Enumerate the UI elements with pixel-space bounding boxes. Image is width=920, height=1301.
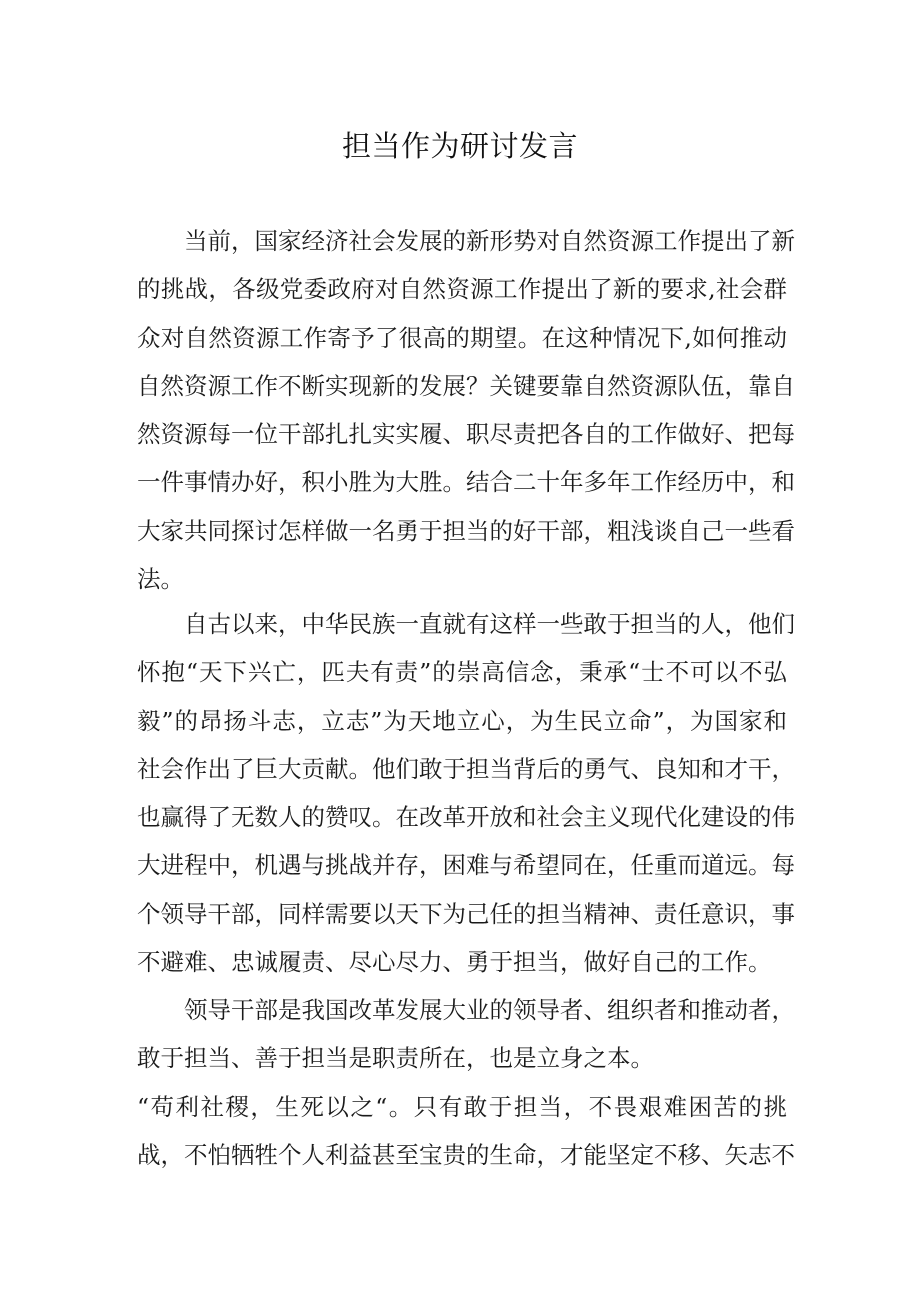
text-line: 敢于担当、善于担当是职责所在，也是立身之本。 [137, 1044, 654, 1073]
paragraph-3 [137, 986, 795, 1083]
text-line: 一件事情办好，积小胜为大胜。结合二十年多年工作经历中，和 [137, 468, 795, 497]
text-line: 自古以来，中华民族一直就有这样一些敢于担当的人，他们 [184, 610, 795, 638]
text-line: 的挑战，各级党委政府对自然资源工作提出了新的要求,社会群 [137, 275, 787, 304]
paragraph-4 [137, 1083, 795, 1180]
text-line: 领导干部是我国改革发展大业的领导者、组织者和推动者， [184, 996, 795, 1024]
text-line: 众对自然资源工作寄予了很高的期望。在这种情况下,如何推动 [137, 323, 787, 352]
text-line: 社会作出了巨大贡献。他们敢于担当背后的勇气、良知和才干， [137, 754, 795, 783]
text-line: 怀抱“天下兴亡，匹夫有责”的崇高信念，秉承“士不可以不弘 [137, 658, 787, 687]
document-title: 担当作为研讨发言 [341, 129, 578, 163]
text-line: 毅”的昂扬斗志，立志”为天地立心，为生民立命”，为国家和 [137, 706, 787, 735]
text-line: 自然资源工作不断实现新的发展？关键要靠自然资源队伍，靠自 [137, 371, 795, 400]
text-line: 大进程中，机遇与挑战并存，困难与希望同在，任重而道远。每 [137, 851, 795, 880]
text-line: 然资源每一位干部扎扎实实履、职尽责把各自的工作做好、把每 [137, 420, 795, 449]
text-line: 个领导干部，同样需要以天下为己任的担当精神、责任意识，事 [137, 899, 795, 928]
text-line: 大家共同探讨怎样做一名勇于担当的好干部，粗浅谈自己一些看 [137, 516, 795, 545]
paragraph-1 [137, 217, 795, 603]
text-line: 当前，国家经济社会发展的新形势对自然资源工作提出了新 [184, 227, 795, 255]
text-line: 不避难、忠诚履责、尽心尽力、勇于担当，做好自己的工作。 [137, 948, 772, 977]
paragraph-2 [137, 600, 795, 986]
text-line: 也赢得了无数人的赞叹。在改革开放和社会主义现代化建设的伟 [137, 803, 795, 832]
text-line: “苟利社稷，生死以之“。只有敢于担当，不畏艰难困苦的挑 [137, 1093, 787, 1121]
text-line: 法。 [137, 565, 184, 594]
text-line: 战，不怕牺牲个人利益甚至宝贵的生命，才能坚定不移、矢志不 [137, 1141, 795, 1170]
